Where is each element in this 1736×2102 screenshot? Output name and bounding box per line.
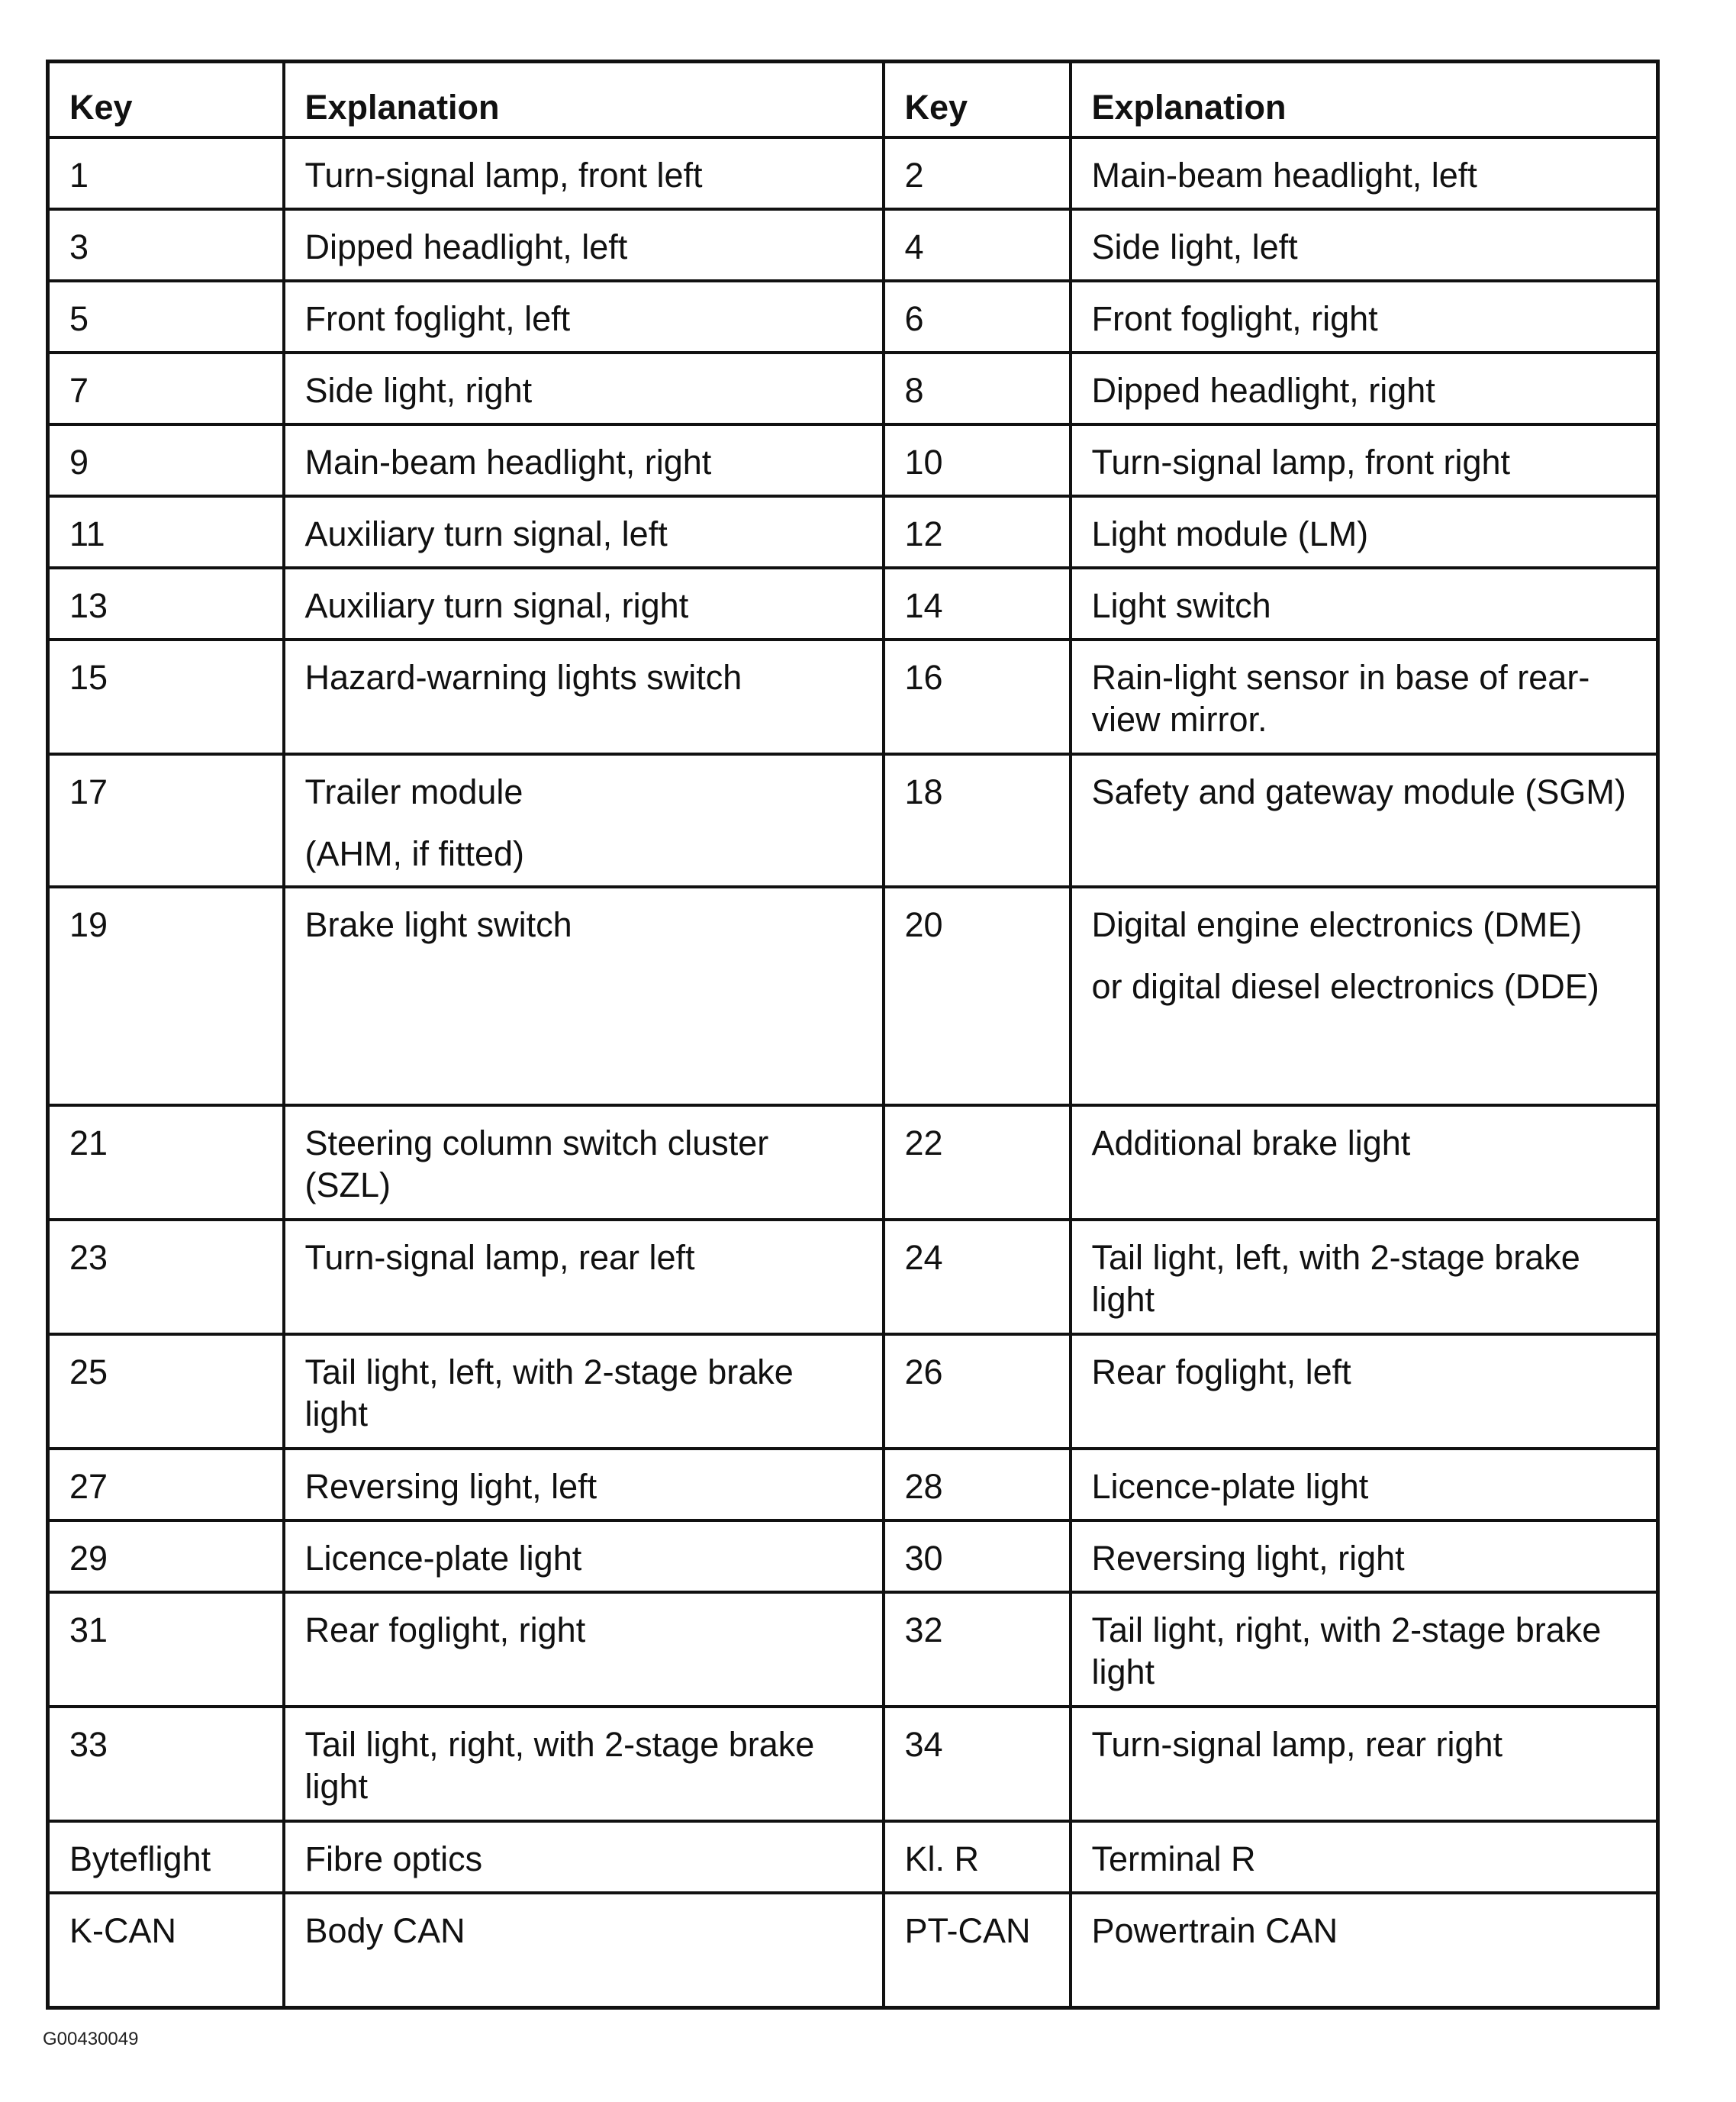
explanation-text: Rear foglight, right bbox=[304, 1610, 586, 1649]
table-row bbox=[48, 568, 1658, 640]
explanation-cell bbox=[1071, 353, 1658, 424]
explanation-cell bbox=[1071, 281, 1658, 353]
explanation-cell bbox=[1071, 754, 1658, 887]
header-key-2: Key bbox=[884, 62, 1071, 138]
key-cell: 15 bbox=[48, 640, 284, 754]
key-cell: 29 bbox=[48, 1520, 284, 1592]
key-cell: 8 bbox=[884, 353, 1071, 424]
explanation-cell bbox=[284, 1592, 884, 1707]
explanation-text: Safety and gateway module (SGM) bbox=[1091, 772, 1626, 811]
key-cell: 10 bbox=[884, 424, 1071, 496]
key-cell: 18 bbox=[884, 754, 1071, 887]
explanation-text: Front foglight, right bbox=[1091, 299, 1378, 338]
key-cell: 2 bbox=[884, 137, 1071, 209]
explanation-text: Turn-signal lamp, front right bbox=[1091, 443, 1511, 482]
explanation-text: Main-beam headlight, left bbox=[1091, 156, 1477, 195]
explanation-text: Tail light, right, with 2-stage brake light bbox=[304, 1725, 815, 1806]
key-cell: 25 bbox=[48, 1334, 284, 1449]
explanation-cell bbox=[1071, 1449, 1658, 1520]
explanation-cell bbox=[284, 353, 884, 424]
explanation-text: Fibre optics bbox=[304, 1839, 483, 1878]
header-explanation-1: Explanation bbox=[284, 62, 884, 138]
explanation-text: Front foglight, left bbox=[304, 299, 571, 338]
explanation-text: Dipped headlight, left bbox=[304, 227, 628, 266]
explanation-text: Reversing light, right bbox=[1091, 1539, 1405, 1578]
key-cell: 24 bbox=[884, 1220, 1071, 1334]
key-cell: Byteflight bbox=[48, 1821, 284, 1893]
key-cell: 4 bbox=[884, 209, 1071, 281]
key-cell: 33 bbox=[48, 1707, 284, 1821]
explanation-text: Auxiliary turn signal, right bbox=[304, 586, 689, 625]
explanation-text: Digital engine electronics (DME) bbox=[1091, 905, 1583, 944]
table-body bbox=[48, 137, 1658, 2007]
key-cell: 11 bbox=[48, 496, 284, 568]
key-cell: Kl. R bbox=[884, 1821, 1071, 1893]
table-row bbox=[48, 137, 1658, 209]
explanation-cell bbox=[284, 887, 884, 1105]
table-row bbox=[48, 281, 1658, 353]
explanation-text: Steering column switch cluster (SZL) bbox=[304, 1124, 769, 1204]
table-row bbox=[48, 209, 1658, 281]
header-row bbox=[48, 62, 1658, 138]
explanation-text: Licence-plate light bbox=[1091, 1467, 1369, 1506]
explanation-cell bbox=[1071, 1220, 1658, 1334]
explanation-text: Tail light, right, with 2-stage brake light bbox=[1091, 1610, 1602, 1691]
key-cell: K-CAN bbox=[48, 1893, 284, 2007]
explanation-text: Turn-signal lamp, rear left bbox=[304, 1238, 695, 1277]
explanation-text: Side light, right bbox=[304, 371, 533, 410]
explanation-text: Turn-signal lamp, front left bbox=[304, 156, 703, 195]
explanation-text: Main-beam headlight, right bbox=[304, 443, 712, 482]
key-cell: 22 bbox=[884, 1105, 1071, 1220]
table-row bbox=[48, 640, 1658, 754]
header-explanation-2: Explanation bbox=[1071, 62, 1658, 138]
explanation-text: Trailer module bbox=[304, 772, 523, 811]
explanation-cell bbox=[284, 281, 884, 353]
explanation-text: Terminal R bbox=[1091, 1839, 1256, 1878]
table-row bbox=[48, 1105, 1658, 1220]
key-cell: 6 bbox=[884, 281, 1071, 353]
key-cell: 12 bbox=[884, 496, 1071, 568]
explanation-text: Auxiliary turn signal, left bbox=[304, 514, 668, 553]
explanation-cell bbox=[1071, 1893, 1658, 2007]
key-cell: 31 bbox=[48, 1592, 284, 1707]
key-cell: 30 bbox=[884, 1520, 1071, 1592]
explanation-text: Rear foglight, left bbox=[1091, 1352, 1351, 1391]
legend-table bbox=[46, 60, 1660, 2010]
key-cell: 34 bbox=[884, 1707, 1071, 1821]
explanation-cell bbox=[1071, 1520, 1658, 1592]
key-cell: 19 bbox=[48, 887, 284, 1105]
explanation-cell bbox=[284, 137, 884, 209]
explanation-cell bbox=[1071, 1334, 1658, 1449]
explanation-cell bbox=[284, 1893, 884, 2007]
table-row bbox=[48, 496, 1658, 568]
table-row bbox=[48, 1520, 1658, 1592]
explanation-cell bbox=[1071, 568, 1658, 640]
explanation-text: Tail light, left, with 2-stage brake light bbox=[304, 1352, 794, 1433]
table-row bbox=[48, 1592, 1658, 1707]
explanation-text: Side light, left bbox=[1091, 227, 1298, 266]
explanation-text: Tail light, left, with 2-stage brake light bbox=[1091, 1238, 1580, 1319]
key-cell: 3 bbox=[48, 209, 284, 281]
explanation-cell bbox=[284, 640, 884, 754]
table-row bbox=[48, 1334, 1658, 1449]
key-cell: 28 bbox=[884, 1449, 1071, 1520]
key-cell: 1 bbox=[48, 137, 284, 209]
key-cell: 26 bbox=[884, 1334, 1071, 1449]
table-row bbox=[48, 353, 1658, 424]
explanation-cell bbox=[284, 568, 884, 640]
explanation-cell bbox=[284, 1520, 884, 1592]
explanation-text: Dipped headlight, right bbox=[1091, 371, 1435, 410]
explanation-cell bbox=[284, 1105, 884, 1220]
explanation-text: or digital diesel electronics (DDE) bbox=[1091, 967, 1599, 1006]
explanation-cell bbox=[1071, 640, 1658, 754]
explanation-cell bbox=[1071, 209, 1658, 281]
key-cell: 16 bbox=[884, 640, 1071, 754]
explanation-cell bbox=[284, 209, 884, 281]
explanation-cell bbox=[284, 1334, 884, 1449]
explanation-text: Turn-signal lamp, rear right bbox=[1091, 1725, 1503, 1764]
header-key-1: Key bbox=[48, 62, 284, 138]
explanation-text: Brake light switch bbox=[304, 905, 572, 944]
explanation-text: Hazard-warning lights switch bbox=[304, 658, 742, 697]
explanation-text: Body CAN bbox=[304, 1911, 465, 1950]
key-cell: PT-CAN bbox=[884, 1893, 1071, 2007]
figure-id: G00430049 bbox=[43, 2029, 139, 2049]
explanation-cell bbox=[284, 1220, 884, 1334]
table-row bbox=[48, 1449, 1658, 1520]
explanation-cell bbox=[1071, 1592, 1658, 1707]
key-cell: 13 bbox=[48, 568, 284, 640]
explanation-cell bbox=[1071, 1105, 1658, 1220]
explanation-cell bbox=[1071, 424, 1658, 496]
explanation-text: Licence-plate light bbox=[304, 1539, 582, 1578]
explanation-cell bbox=[284, 1821, 884, 1893]
key-cell: 32 bbox=[884, 1592, 1071, 1707]
key-cell: 5 bbox=[48, 281, 284, 353]
explanation-cell bbox=[1071, 496, 1658, 568]
explanation-cell bbox=[284, 424, 884, 496]
key-cell: 7 bbox=[48, 353, 284, 424]
key-cell: 9 bbox=[48, 424, 284, 496]
explanation-text: Reversing light, left bbox=[304, 1467, 597, 1506]
table-row bbox=[48, 1707, 1658, 1821]
table-row bbox=[48, 1220, 1658, 1334]
explanation-text: (AHM, if fitted) bbox=[304, 834, 525, 873]
explanation-text: Powertrain CAN bbox=[1091, 1911, 1338, 1950]
table-row bbox=[48, 887, 1658, 1105]
table-row bbox=[48, 1821, 1658, 1893]
table-row bbox=[48, 1893, 1658, 2007]
explanation-cell bbox=[1071, 887, 1658, 1105]
explanation-cell bbox=[284, 754, 884, 887]
explanation-cell bbox=[284, 1449, 884, 1520]
table-row bbox=[48, 754, 1658, 887]
explanation-text: Rain-light sensor in base of rear-view mirror. bbox=[1091, 658, 1590, 739]
table-row bbox=[48, 424, 1658, 496]
key-cell: 21 bbox=[48, 1105, 284, 1220]
key-cell: 20 bbox=[884, 887, 1071, 1105]
explanation-cell bbox=[1071, 137, 1658, 209]
explanation-text: Light module (LM) bbox=[1091, 514, 1369, 553]
explanation-cell bbox=[1071, 1707, 1658, 1821]
key-cell: 17 bbox=[48, 754, 284, 887]
explanation-text: Additional brake light bbox=[1091, 1124, 1411, 1162]
explanation-cell bbox=[284, 1707, 884, 1821]
key-cell: 14 bbox=[884, 568, 1071, 640]
explanation-cell bbox=[284, 496, 884, 568]
explanation-cell bbox=[1071, 1821, 1658, 1893]
key-cell: 23 bbox=[48, 1220, 284, 1334]
key-cell: 27 bbox=[48, 1449, 284, 1520]
explanation-text: Light switch bbox=[1091, 586, 1271, 625]
